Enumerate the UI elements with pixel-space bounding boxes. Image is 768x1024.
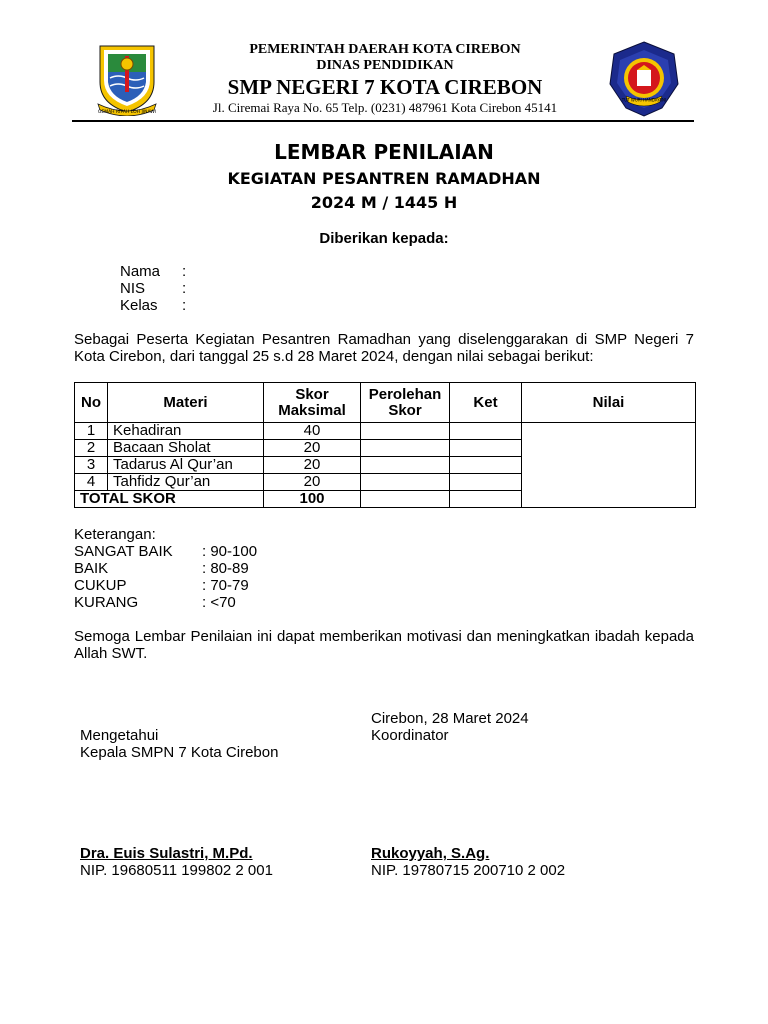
grading-legend	[74, 526, 257, 611]
table-row	[75, 423, 696, 440]
identity-fields	[120, 263, 186, 314]
cell-skor: 20	[264, 440, 361, 457]
document-subtitle: KEGIATAN PESANTREN RAMADHAN	[227, 169, 541, 188]
cell-skor: 20	[264, 474, 361, 491]
identity-separator: :	[182, 263, 187, 280]
signature-place-date: Cirebon, 28 Maret 2024	[371, 710, 529, 727]
legend-label: KURANG	[74, 594, 139, 611]
cell-no: 3	[75, 457, 108, 474]
cell-skor: 20	[264, 457, 361, 474]
identity-row-name	[120, 263, 186, 280]
total-perolehan[interactable]	[361, 491, 450, 508]
cell-materi: Tadarus Al Qur’an	[108, 457, 264, 474]
signatory-nip: NIP. 19780715 200710 2 002	[371, 862, 566, 879]
legend-label: SANGAT BAIK	[74, 543, 173, 560]
col-header-no: No	[75, 383, 108, 423]
coordinator-name-block	[371, 845, 565, 879]
col-header-skor: Skor Maksimal	[264, 383, 361, 423]
score-table	[74, 382, 696, 508]
signature-block-coordinator	[371, 710, 529, 744]
svg-text:GEMAH RIPAH LOH JINAWI: GEMAH RIPAH LOH JINAWI	[97, 110, 157, 115]
school-name: SMP NEGERI 7 KOTA CIREBON	[227, 75, 543, 99]
identity-row-class	[120, 297, 186, 314]
legend-label: CUKUP	[74, 577, 127, 594]
letterhead-divider	[72, 120, 694, 122]
cell-perolehan[interactable]	[361, 440, 450, 457]
cell-perolehan[interactable]	[361, 457, 450, 474]
signature-role: Kepala SMPN 7 Kota Cirebon	[80, 744, 279, 761]
total-ket[interactable]	[450, 491, 522, 508]
cell-perolehan[interactable]	[361, 423, 450, 440]
cell-ket[interactable]	[450, 423, 522, 440]
signature-role: Koordinator	[371, 727, 449, 744]
cell-no: 2	[75, 440, 108, 457]
signatory-nip: NIP. 19680511 199802 2 001	[80, 862, 273, 879]
legend-range: : <70	[202, 594, 236, 611]
identity-label: NIS	[120, 280, 146, 297]
cell-skor: 40	[264, 423, 361, 440]
legend-range: : 90-100	[202, 543, 258, 560]
total-value: 100	[264, 491, 361, 508]
identity-separator: :	[182, 297, 187, 314]
document-year: 2024 M / 1445 H	[310, 193, 458, 212]
legend-item	[74, 543, 257, 560]
government-name: PEMERINTAH DAERAH KOTA CIREBON	[249, 42, 521, 57]
city-crest-logo	[94, 42, 160, 116]
letterhead-text	[172, 42, 598, 116]
school-emblem-logo	[604, 40, 684, 118]
col-header-materi: Materi	[108, 383, 264, 423]
signature-caption: Mengetahui	[80, 727, 159, 744]
legend-label: BAIK	[74, 560, 109, 577]
document-title: LEMBAR PENILAIAN	[274, 140, 494, 164]
signature-block-principal	[80, 727, 278, 761]
cell-ket[interactable]	[450, 474, 522, 491]
cell-no: 4	[75, 474, 108, 491]
closing-paragraph: Semoga Lembar Penilaian ini dapat memberikan motivasi dan meningkatkan ibadah kepada Allah SWT.	[74, 628, 694, 662]
identity-label: Nama	[120, 263, 161, 280]
cell-nilai[interactable]	[522, 423, 696, 508]
school-address: Jl. Ciremai Raya No. 65 Telp. (0231) 487961 Kota Cirebon 45141	[212, 100, 558, 115]
col-header-perolehan: Perolehan Skor	[361, 383, 450, 423]
identity-row-nis	[120, 280, 186, 297]
total-label: TOTAL SKOR	[75, 491, 264, 508]
department-name: DINAS PENDIDIKAN	[316, 58, 454, 73]
legend-range: : 80-89	[202, 560, 249, 577]
legend-range: : 70-79	[202, 577, 249, 594]
principal-name-block	[80, 845, 273, 879]
cell-materi: Tahfidz Qur’an	[108, 474, 264, 491]
table-header-row	[75, 383, 696, 423]
cell-ket[interactable]	[450, 440, 522, 457]
legend-item	[74, 560, 257, 577]
svg-text:TUT WURI HANDAYANI: TUT WURI HANDAYANI	[621, 97, 667, 103]
cell-ket[interactable]	[450, 457, 522, 474]
col-header-ket: Ket	[450, 383, 522, 423]
identity-label: Kelas	[120, 297, 158, 314]
identity-separator: :	[182, 280, 187, 297]
cell-materi: Kehadiran	[108, 423, 264, 440]
given-to-label: Diberikan kepada:	[319, 230, 449, 247]
letterhead	[72, 40, 696, 120]
legend-title: Keterangan:	[74, 526, 156, 543]
cell-perolehan[interactable]	[361, 474, 450, 491]
legend-item	[74, 594, 257, 611]
signatory-name: Rukoyyah, S.Ag.	[371, 845, 490, 862]
signatory-name: Dra. Euis Sulastri, M.Pd.	[80, 845, 253, 862]
col-header-nilai: Nilai	[522, 383, 696, 423]
cell-no: 1	[75, 423, 108, 440]
legend-item	[74, 577, 257, 594]
cell-materi: Bacaan Sholat	[108, 440, 264, 457]
intro-paragraph: Sebagai Peserta Kegiatan Pesantren Ramadhan yang diselenggarakan di SMP Negeri 7 Kota Cirebon, dari tanggal 25 s.d 28 Maret 2024, dengan nilai sebagai berikut:	[74, 331, 694, 365]
